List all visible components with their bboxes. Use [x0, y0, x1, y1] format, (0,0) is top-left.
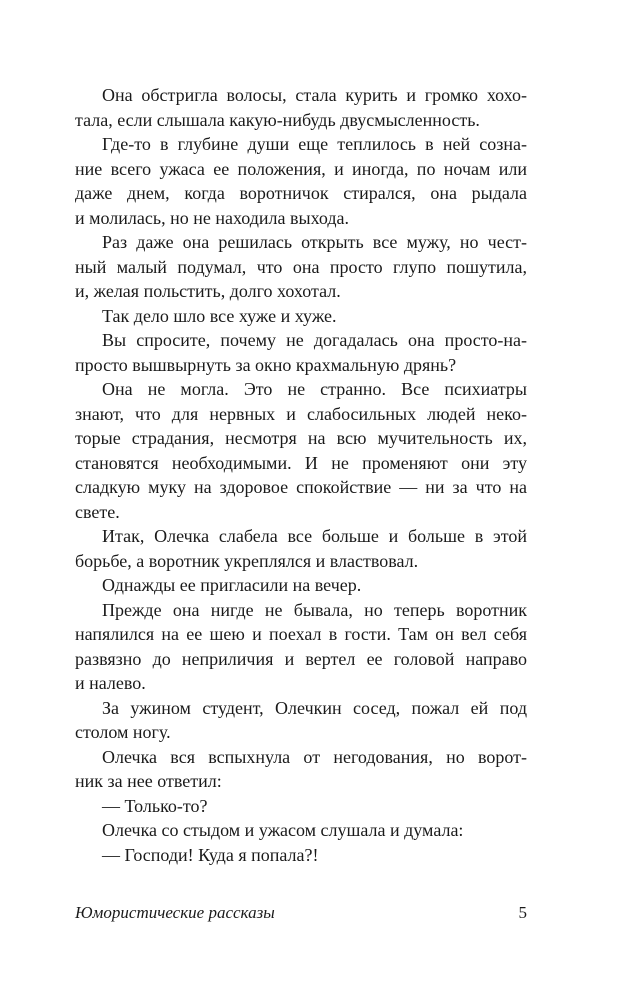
paragraph [75, 377, 527, 524]
text-line: торые страдания, несмотря на всю мучительность их, [75, 428, 527, 448]
text-line: сладкую муку на здоровое спокойствие — ни за что на [75, 477, 527, 497]
paragraph [75, 524, 527, 573]
text-line: и, желая польстить, долго хохотал. [75, 281, 341, 301]
text-line: Однажды ее пригласили на вечер. [102, 575, 362, 595]
paragraph [75, 598, 527, 696]
text-line: становятся необходимыми. И не променяют они эту [75, 452, 527, 473]
text-line: Прежде она нигде не бывала, но теперь воротник [102, 599, 527, 620]
text-line: знают, что для нервных и слабосильных людей неко- [75, 403, 527, 424]
text-line: Где-то в глубине души еще теплилось в ней созна- [102, 134, 527, 154]
paragraph [75, 818, 527, 843]
running-footer [75, 902, 527, 924]
paragraph [75, 843, 527, 868]
paragraph [75, 745, 527, 794]
paragraph [75, 328, 527, 377]
paragraph [75, 573, 527, 598]
text-line: борьбе, а воротник укреплялся и властвовал. [75, 550, 419, 571]
text-line: ник за нее ответил: [75, 771, 222, 791]
text-line: свете. [75, 501, 120, 522]
text-line: напялился на ее шею и поехал в гости. Там он вел себя [75, 624, 527, 644]
text-line: Олечка со стыдом и ужасом слушала и думала: [102, 820, 464, 840]
paragraph [75, 696, 527, 745]
text-line: За ужином студент, Олечкин сосед, пожал ей под [102, 697, 527, 718]
text-line: развязно до неприличия и вертел ее головой направо [75, 648, 527, 669]
paragraph [75, 230, 527, 304]
paragraph [75, 83, 527, 132]
text-line: Так дело шло все хуже и хуже. [102, 305, 337, 326]
text-line: и налево. [75, 673, 146, 693]
text-line: Раз даже она решилась открыть все мужу, но чест- [102, 232, 527, 252]
text-line: Итак, Олечка слабела все больше и больше в этой [102, 526, 527, 546]
text-line: Она не могла. Это не странно. Все психиатры [102, 379, 527, 399]
text-line: просто вышвырнуть за окно крахмальную дрянь? [75, 354, 457, 375]
text-line: — Только-то? [102, 795, 208, 816]
text-line: Она обстригла волосы, стала курить и громко хохо- [102, 85, 527, 105]
footer-title: Юмористические рассказы [75, 903, 275, 922]
text-line: ние всего ужаса ее положения, и иногда, по ночам или [75, 158, 527, 179]
text-line: столом ногу. [75, 722, 171, 742]
page-body [75, 83, 527, 867]
paragraph [75, 794, 527, 819]
text-line: Вы спросите, почему не догадалась она просто-на- [102, 330, 527, 350]
text-line: и молилась, но не находила выхода. [75, 207, 350, 228]
text-line: Олечка вся вспыхнула от негодования, но ворот- [102, 746, 527, 767]
text-line: — Господи! Куда я попала?! [102, 844, 319, 865]
paragraph [75, 304, 527, 329]
text-line: ный малый подумал, что она просто глупо пошутила, [75, 256, 527, 277]
paragraph [75, 132, 527, 230]
page-number: 5 [518, 903, 527, 922]
text-line: тала, если слышала какую-нибудь двусмысленность. [75, 109, 480, 130]
text-line: даже днем, когда воротничок стирался, она рыдала [75, 183, 527, 203]
